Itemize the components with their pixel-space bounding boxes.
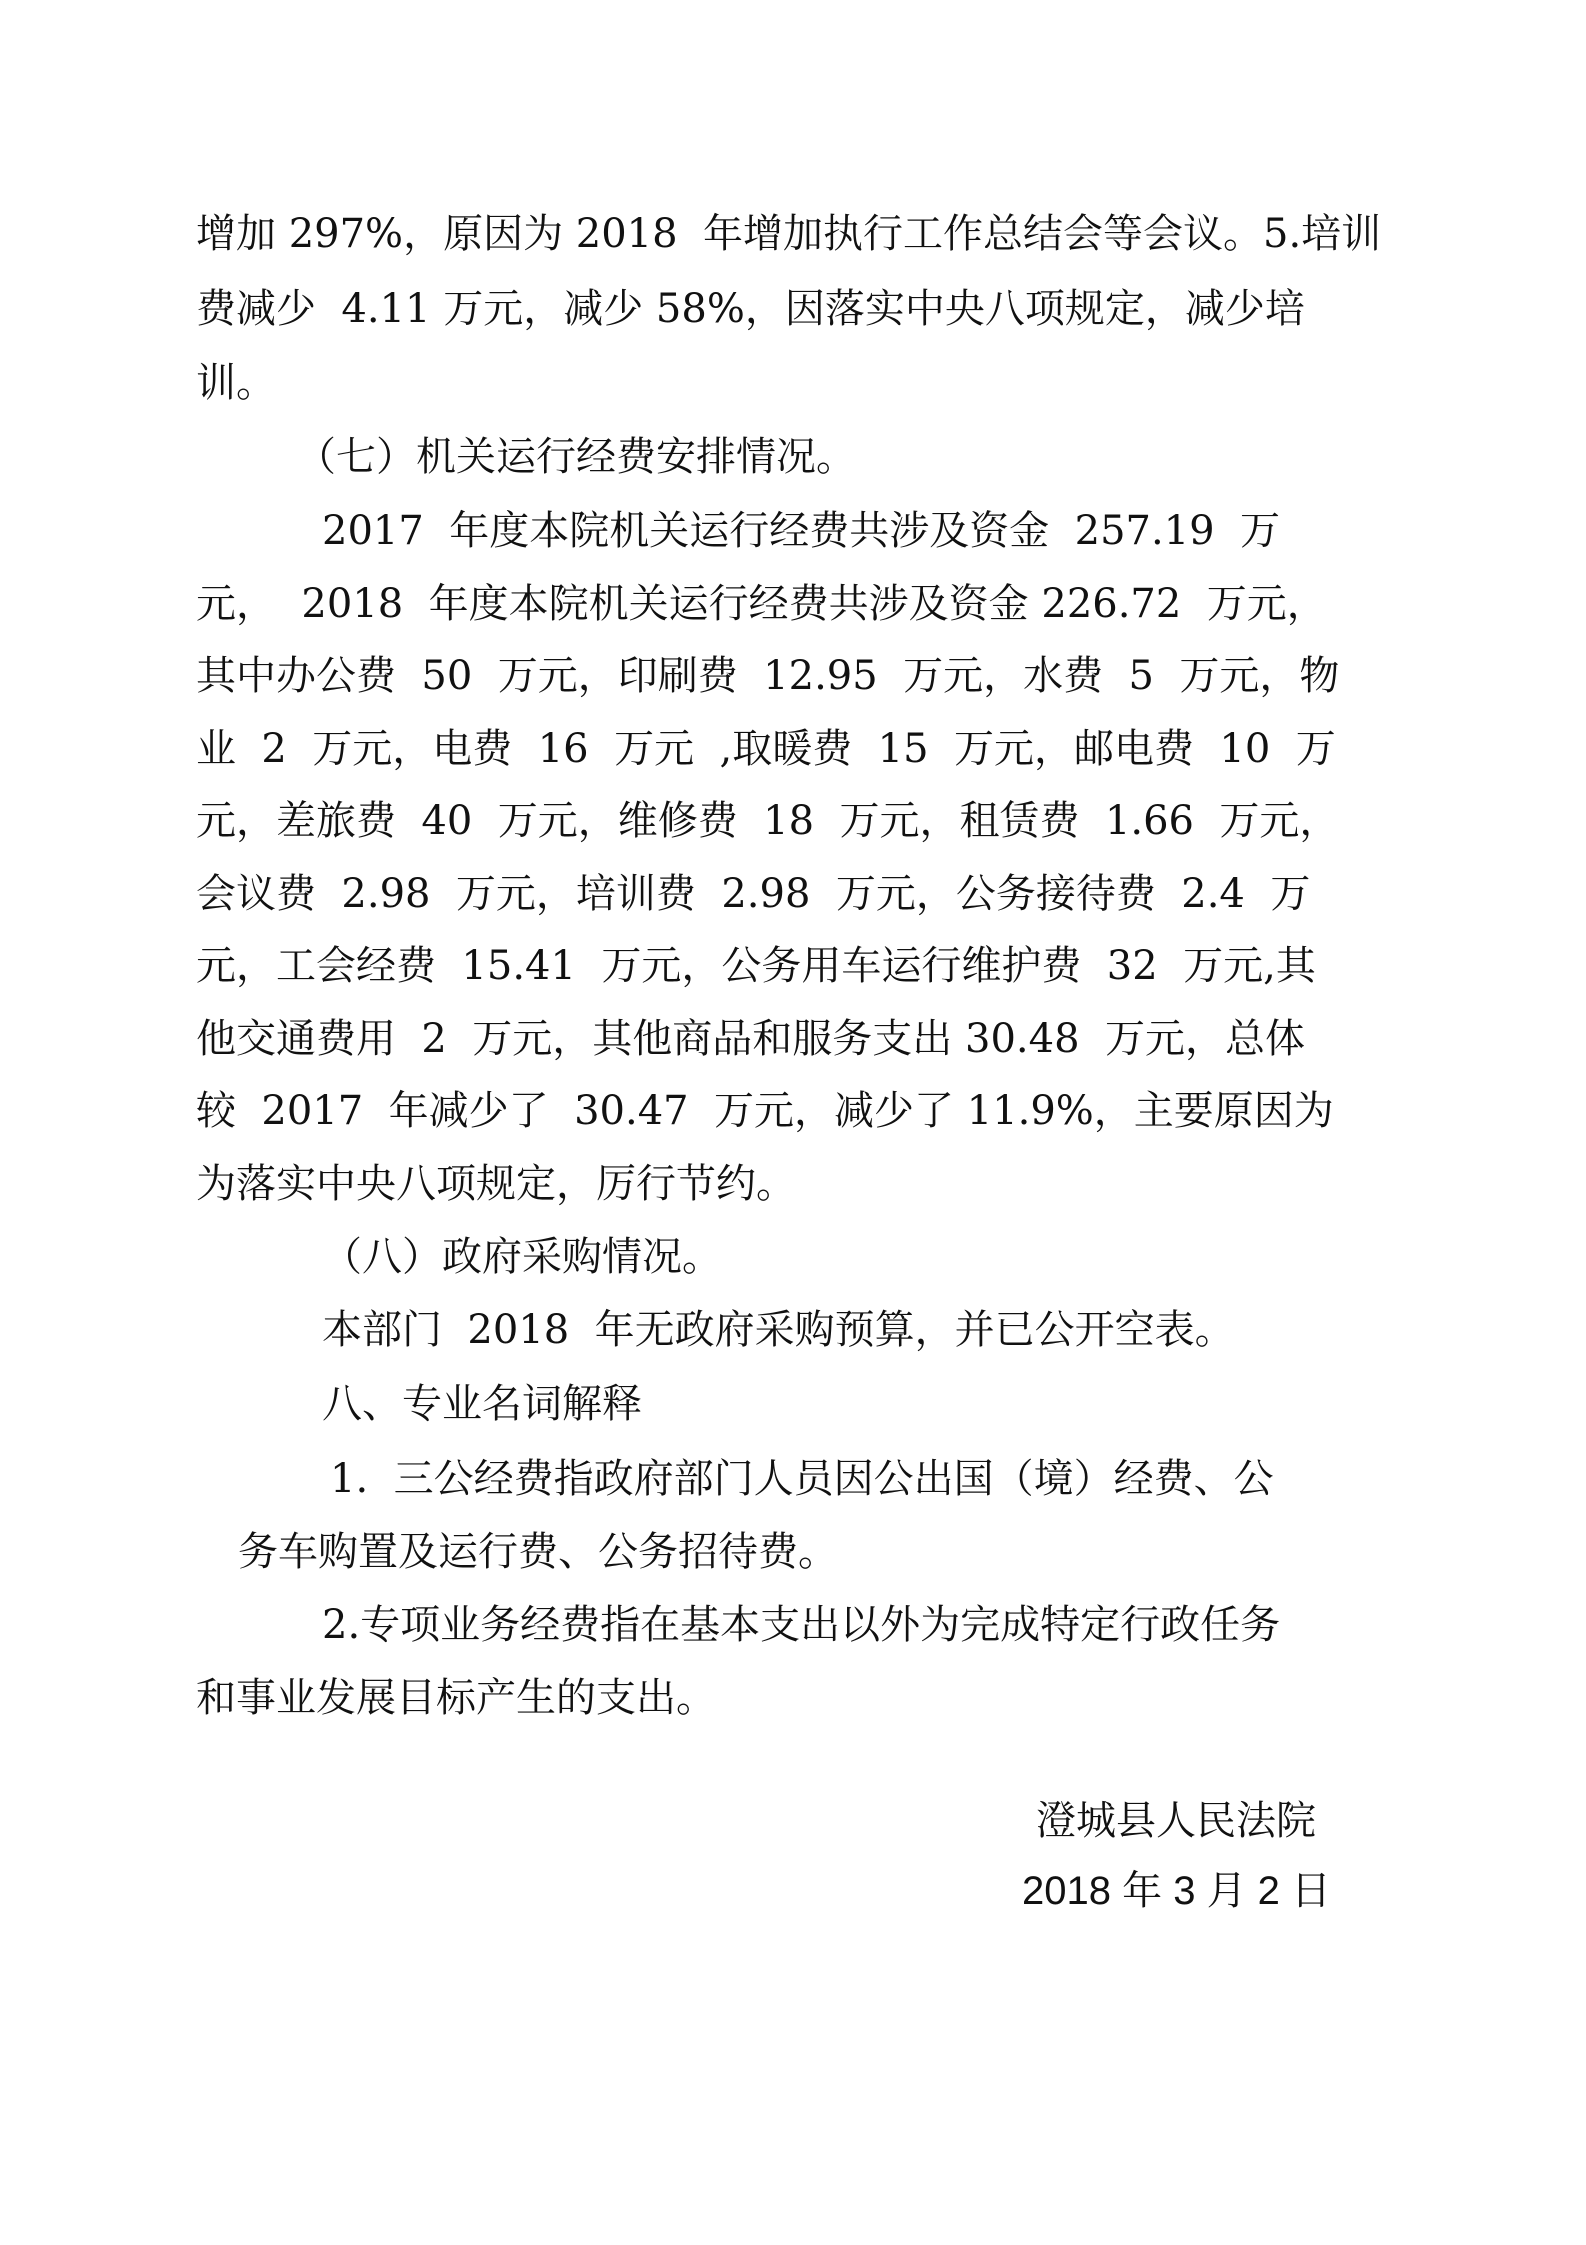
paragraph-line: 他交通费用 2 万元，其他商品和服务支出 30.48 万元，总体 — [196, 1016, 1305, 1062]
glossary-item-2-cont: 和事业发展目标产生的支出。 — [196, 1675, 716, 1721]
paragraph-line: 2017 年度本院机关运行经费共涉及资金 257.19 万 — [322, 508, 1281, 554]
section-heading-glossary: 八、专业名词解释 — [322, 1381, 642, 1427]
glossary-item-1: 1. 三公经费指政府部门人员因公出国（境）经费、公 — [330, 1456, 1274, 1502]
paragraph-line: 元， 2018 年度本院机关运行经费共涉及资金 226.72 万元， — [196, 581, 1327, 627]
section-heading-7: （七）机关运行经费安排情况。 — [296, 434, 856, 480]
paragraph-line: 元，差旅费 40 万元，维修费 18 万元，租赁费 1.66 万元， — [196, 798, 1340, 844]
signature-date: 2018 年 3 月 2 日 — [1022, 1869, 1332, 1913]
paragraph-line: 元，工会经费 15.41 万元，公务用车运行维护费 32 万元,其 — [196, 943, 1316, 989]
paragraph-line: 训。 — [196, 360, 276, 406]
glossary-item-2: 2.专项业务经费指在基本支出以外为完成特定行政任务 — [322, 1602, 1281, 1648]
paragraph-line: 费减少 4.11 万元，减少 58%，因落实中央八项规定，减少培 — [196, 286, 1305, 332]
paragraph-line: 本部门 2018 年无政府采购预算，并已公开空表。 — [322, 1307, 1235, 1353]
glossary-item-1-cont: 务车购置及运行费、公务招待费。 — [238, 1529, 838, 1575]
paragraph-line: 为落实中央八项规定，厉行节约。 — [196, 1161, 796, 1207]
paragraph-line: 其中办公费 50 万元，印刷费 12.95 万元，水费 5 万元，物 — [196, 653, 1340, 699]
signature-organization: 澄城县人民法院 — [1036, 1798, 1316, 1844]
paragraph-line: 较 2017 年减少了 30.47 万元，减少了 11.9%，主要原因为 — [196, 1088, 1334, 1134]
paragraph-line: 会议费 2.98 万元，培训费 2.98 万元，公务接待费 2.4 万 — [196, 871, 1311, 917]
paragraph-line: 增加 297%，原因为 2018 年增加执行工作总结会等会议。5.培训 — [196, 211, 1382, 257]
paragraph-line: 业 2 万元，电费 16 万元 ,取暖费 15 万元，邮电费 10 万 — [196, 726, 1336, 772]
section-heading-8: （八）政府采购情况。 — [322, 1234, 722, 1280]
